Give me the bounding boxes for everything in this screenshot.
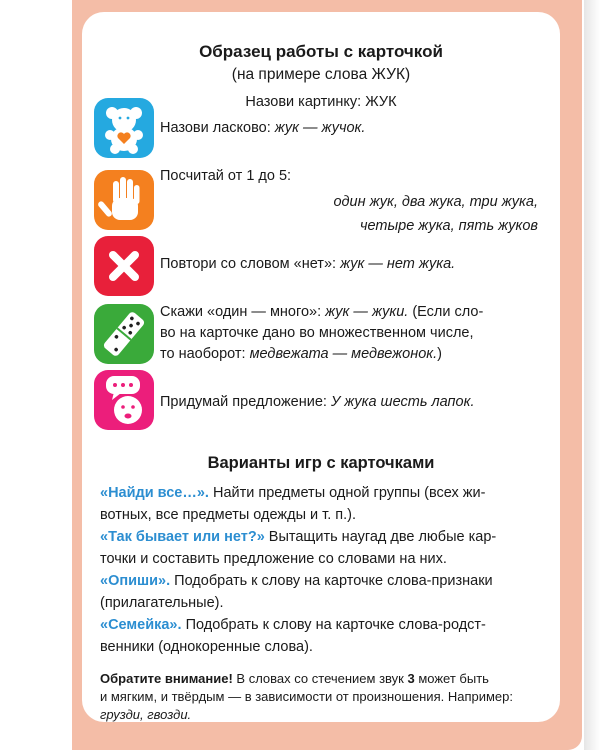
step-note: ) bbox=[437, 346, 442, 362]
teddy-bear-icon bbox=[94, 98, 154, 158]
hand-five-fingers-icon bbox=[94, 170, 154, 230]
game-line bbox=[100, 482, 546, 504]
game-line bbox=[100, 570, 546, 592]
step-example: жук — нет жука. bbox=[340, 256, 456, 272]
page-subtitle: (на примере слова ЖУК) bbox=[231, 66, 411, 83]
step-sentence bbox=[160, 392, 552, 413]
game-line bbox=[100, 526, 546, 548]
attention-note bbox=[100, 670, 548, 724]
step-line bbox=[160, 344, 552, 365]
count-examples bbox=[218, 190, 538, 238]
game-name: «Опиши». bbox=[100, 573, 171, 589]
games-title: Варианты игр с карточками bbox=[207, 454, 435, 472]
count-example-line: один жук, два жука, три жука, bbox=[333, 194, 538, 210]
game-text: Вытащить наугад две любые кар- bbox=[268, 529, 497, 545]
note-examples: грузди, гвозди. bbox=[100, 707, 192, 722]
name-picture-line: Назови картинку: ЖУК bbox=[245, 94, 397, 110]
game-family bbox=[100, 614, 546, 658]
note-text: может быть bbox=[418, 671, 489, 686]
note-digit: 3 bbox=[407, 671, 415, 686]
note-line bbox=[100, 706, 548, 724]
game-describe bbox=[100, 570, 546, 614]
game-text: Найти предметы одной группы (всех жи- bbox=[212, 485, 486, 501]
game-text: Подобрать к слову на карточке слова-родст- bbox=[185, 617, 486, 633]
step-count bbox=[160, 166, 552, 187]
step-note: (Если сло- bbox=[412, 304, 484, 320]
step-example: жук — жуки. bbox=[325, 304, 409, 320]
talking-face-icon bbox=[94, 370, 154, 430]
game-name: «Семейка». bbox=[100, 617, 182, 633]
step-label: Посчитай от 1 до 5: bbox=[160, 168, 292, 184]
step-label: Придумай предложение: bbox=[160, 394, 327, 410]
step-example: жук — жучок. bbox=[274, 120, 366, 136]
game-name: «Найди все…». bbox=[100, 485, 209, 501]
game-find-all bbox=[100, 482, 546, 526]
game-line: (прилагательные). bbox=[100, 595, 224, 611]
domino-icon bbox=[94, 304, 154, 364]
step-example: У жука шесть лапок. bbox=[330, 394, 475, 410]
game-line: вотных, все предметы одежды и т. п.). bbox=[100, 507, 356, 523]
step-affectionate bbox=[160, 118, 552, 139]
step-label: Скажи «один — много»: bbox=[160, 304, 322, 320]
step-label: Повтори со словом «нет»: bbox=[160, 256, 337, 272]
step-one-many bbox=[160, 302, 552, 365]
game-line: точки и составить предложение со словами на них. bbox=[100, 551, 447, 567]
game-name: «Так бывает или нет?» bbox=[100, 529, 265, 545]
step-line bbox=[160, 302, 552, 323]
step-no bbox=[160, 254, 552, 275]
step-note: то наоборот: bbox=[160, 346, 246, 362]
step-label: Назови ласково: bbox=[160, 120, 271, 136]
card-panel bbox=[82, 12, 560, 722]
game-true-or-not bbox=[100, 526, 546, 570]
note-text: В словах со стечением звук bbox=[236, 671, 404, 686]
step-example: медвежата — медвежонок. bbox=[249, 346, 438, 362]
count-example-line: четыре жука, пять жуков bbox=[360, 218, 538, 234]
game-line bbox=[100, 614, 546, 636]
page-title: Образец работы с карточкой bbox=[199, 42, 443, 61]
note-line: и мягким, и твёрдым — в зависимости от произношения. Например: bbox=[100, 689, 513, 704]
game-text: Подобрать к слову на карточке слова-признаки bbox=[174, 573, 493, 589]
cross-icon bbox=[94, 236, 154, 296]
note-line bbox=[100, 670, 548, 688]
game-line: венники (однокоренные слова). bbox=[100, 639, 313, 655]
note-bold: Обратите внимание! bbox=[100, 671, 233, 686]
step-line: во на карточке дано во множественном числе, bbox=[160, 325, 474, 341]
page-edge-shadow bbox=[584, 0, 600, 750]
